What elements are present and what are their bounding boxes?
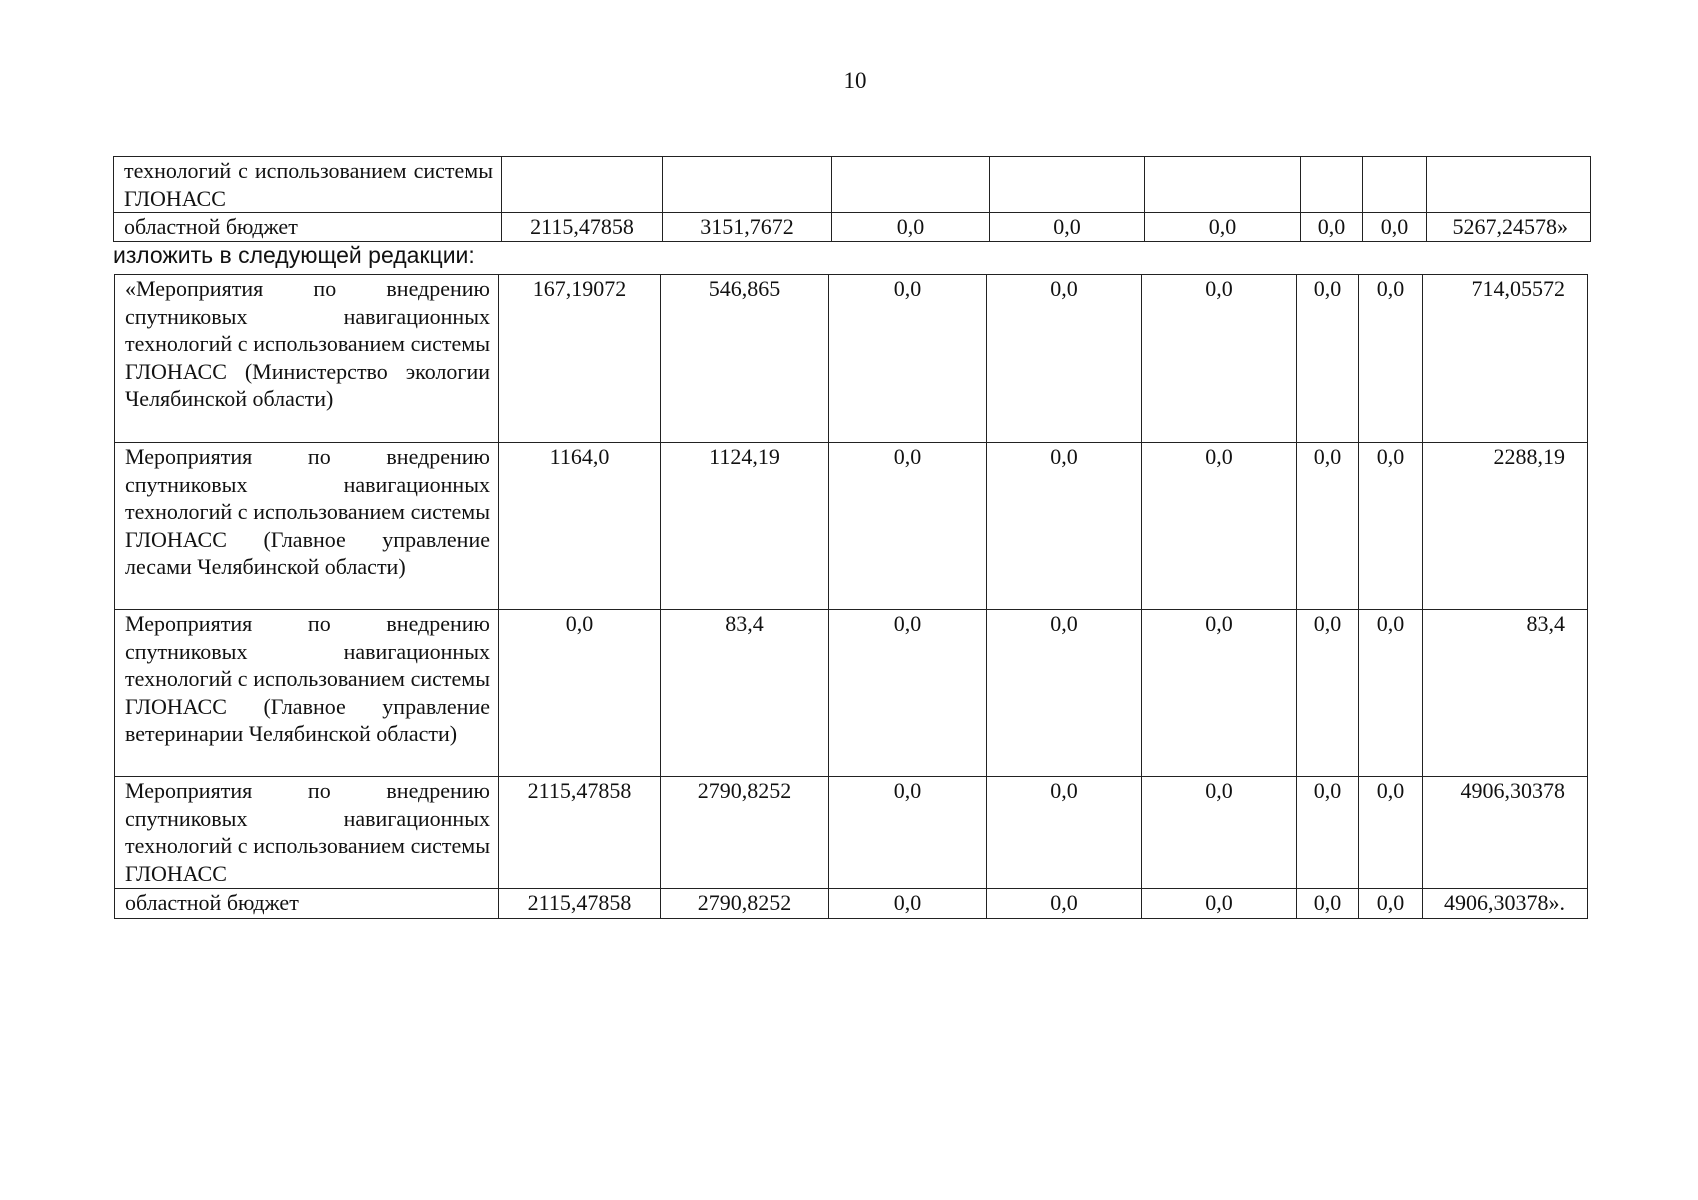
value-cell: 167,19072 [499,275,661,443]
value-cell: 0,0 [829,889,987,919]
value-cell: 0,0 [1142,443,1297,610]
row-name-cell: областной бюджет [115,889,499,919]
value-cell [1301,157,1363,213]
value-cell: 83,4 [661,610,829,777]
row-name-cell: «Мероприятия по внедрению спутниковых навигационных технологий с использованием системы ГЛОНАСС (Министерство экологии Челябинской области) [115,275,499,443]
value-cell: 0,0 [1301,213,1363,242]
value-cell: 0,0 [1359,777,1423,889]
table-row [115,275,1588,443]
value-cell: 1164,0 [499,443,661,610]
value-cell: 0,0 [1142,275,1297,443]
value-cell: 2115,47858 [499,889,661,919]
value-cell: 0,0 [1297,610,1359,777]
value-cell: 0,0 [987,443,1142,610]
total-cell: 4906,30378 [1423,777,1588,889]
instruction-text: изложить в следующей редакции: [113,242,475,268]
value-cell: 0,0 [987,610,1142,777]
value-cell: 0,0 [1297,443,1359,610]
total-cell: 2288,19 [1423,443,1588,610]
total-cell [1427,157,1591,213]
table-row [115,610,1588,777]
value-cell: 0,0 [1359,443,1423,610]
table-row [114,157,1591,213]
value-cell: 0,0 [1359,275,1423,443]
table-new-edition [114,274,1588,919]
table-row [115,443,1588,610]
value-cell [663,157,832,213]
table-row [115,777,1588,889]
table-row [115,889,1588,919]
value-cell: 0,0 [829,443,987,610]
value-cell: 0,0 [499,610,661,777]
value-cell: 2790,8252 [661,777,829,889]
value-cell: 0,0 [1359,889,1423,919]
page-number: 10 [843,68,867,93]
value-cell: 2115,47858 [499,777,661,889]
value-cell [1145,157,1301,213]
value-cell: 546,865 [661,275,829,443]
value-cell: 0,0 [990,213,1145,242]
value-cell: 0,0 [987,275,1142,443]
row-name-cell: технологий с использованием системы ГЛОНАСС [114,157,502,213]
value-cell [502,157,663,213]
value-cell: 0,0 [829,610,987,777]
row-name-cell: областной бюджет [114,213,502,242]
value-cell: 0,0 [1359,610,1423,777]
total-cell: 714,05572 [1423,275,1588,443]
value-cell: 0,0 [1142,889,1297,919]
value-cell: 0,0 [1145,213,1301,242]
value-cell [832,157,990,213]
value-cell: 0,0 [987,889,1142,919]
value-cell: 0,0 [1363,213,1427,242]
value-cell: 0,0 [1142,610,1297,777]
total-cell: 4906,30378». [1423,889,1588,919]
total-cell: 5267,24578» [1427,213,1591,242]
value-cell [990,157,1145,213]
value-cell: 0,0 [1297,275,1359,443]
value-cell: 2115,47858 [502,213,663,242]
row-name-cell: Мероприятия по внедрению спутниковых навигационных технологий с использованием системы ГЛОНАСС (Главное управление ветеринарии Челябинской области) [115,610,499,777]
value-cell: 3151,7672 [663,213,832,242]
table-continuation [113,156,1591,242]
value-cell: 0,0 [1297,777,1359,889]
row-name-cell: Мероприятия по внедрению спутниковых навигационных технологий с использованием системы ГЛОНАСС [115,777,499,889]
value-cell: 0,0 [829,777,987,889]
row-name-cell: Мероприятия по внедрению спутниковых навигационных технологий с использованием системы ГЛОНАСС (Главное управление лесами Челябинской области) [115,443,499,610]
table-row [114,213,1591,242]
value-cell: 1124,19 [661,443,829,610]
value-cell: 0,0 [1297,889,1359,919]
value-cell: 0,0 [832,213,990,242]
value-cell: 0,0 [987,777,1142,889]
value-cell: 0,0 [1142,777,1297,889]
total-cell: 83,4 [1423,610,1588,777]
value-cell: 0,0 [829,275,987,443]
value-cell: 2790,8252 [661,889,829,919]
value-cell [1363,157,1427,213]
